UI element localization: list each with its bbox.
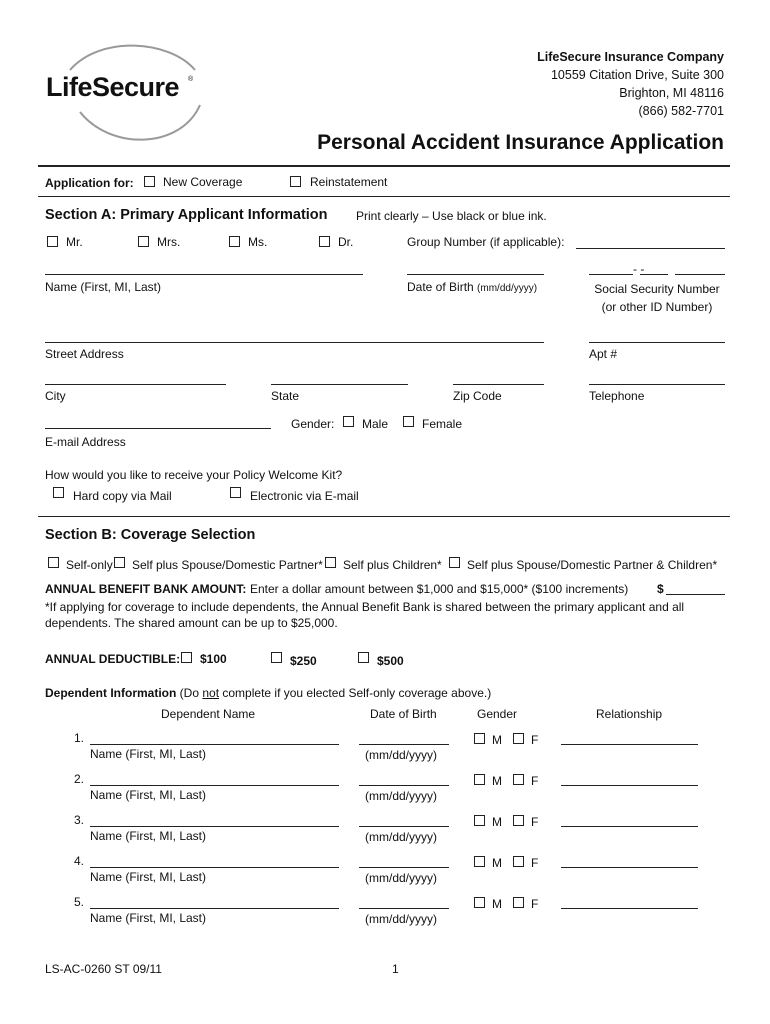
dependent-male-label: M [492,897,502,911]
group-number-field[interactable] [576,248,725,249]
ssn-label [589,280,725,316]
state-label: State [271,389,300,403]
reinstatement-label: Reinstatement [310,175,388,189]
dependent-dob-field[interactable] [359,908,449,909]
section-a-heading: Section A: Primary Applicant Information [45,207,328,223]
coverage-self-only-label: Self-only [66,558,113,572]
dependent-dob-field[interactable] [359,867,449,868]
gender-male-label: Male [362,417,389,431]
company-address [537,48,724,120]
dependent-male-checkbox[interactable] [474,856,485,867]
dob-field[interactable] [407,274,544,275]
dependent-name-field[interactable] [90,867,339,868]
apt-label: Apt # [589,347,618,361]
divider [38,516,730,517]
dependent-number: 1. [74,731,85,745]
logo-text: LifeSecure [46,72,180,102]
dependent-male-checkbox[interactable] [474,897,485,908]
ssn-separators: - - [633,262,645,276]
dependent-male-checkbox[interactable] [474,774,485,785]
street-address-field[interactable] [45,342,544,343]
dependents-heading-pre: (Do [176,686,203,700]
deductible-label: ANNUAL DEDUCTIBLE: [45,652,181,666]
page-number: 1 [392,962,399,976]
dependent-relationship-field[interactable] [561,785,698,786]
apt-field[interactable] [589,342,725,343]
ssn-label-line1: Social Security Number [594,282,720,296]
coverage-spouse-label: Self plus Spouse/Domestic Partner* [132,558,323,572]
company-street: 10559 Citation Drive, Suite 300 [550,68,724,82]
dob-label-text: Date of Birth [407,280,474,294]
deductible-100-label: $100 [200,652,227,666]
zip-label: Zip Code [453,389,502,403]
title-rule [38,165,730,167]
dependent-dob-label: (mm/dd/yyyy) [365,748,437,762]
street-address-label: Street Address [45,347,124,361]
dependents-heading-post: complete if you elected Self-only coverage above.) [219,686,492,700]
coverage-spouse-checkbox[interactable] [114,557,125,568]
ssn-field-1[interactable] [589,274,633,275]
dependents-heading [45,686,491,700]
section-a-instruction: Print clearly – Use black or blue ink. [356,209,547,223]
name-label: Name (First, MI, Last) [45,280,162,294]
benefit-bank-label: ANNUAL BENEFIT BANK AMOUNT: [45,582,247,596]
reinstatement-checkbox[interactable] [290,176,301,187]
dependent-female-label: F [531,774,539,788]
dependent-female-checkbox[interactable] [513,815,524,826]
deductible-250-checkbox[interactable] [271,652,282,663]
city-field[interactable] [45,384,226,385]
dependent-female-label: F [531,897,539,911]
dob-label [407,280,537,294]
dependent-name-label: Name (First, MI, Last) [90,747,207,761]
dependents-heading-not: not [202,686,220,700]
coverage-children-label: Self plus Children* [343,558,442,572]
form-code: LS-AC-0260 ST 09/11 [45,962,162,976]
dependent-name-field[interactable] [90,785,339,786]
dependents-note-line2: dependents. The shared amount can be up to $25,000. [45,616,338,630]
benefit-bank-dollar: $ [657,582,664,596]
application-for-label: Application for: [45,176,134,190]
email-label: E-mail Address [45,435,126,449]
dob-format: (mm/dd/yyyy) [477,283,538,294]
hard-copy-checkbox[interactable] [53,487,64,498]
dependents-note-line1: *If applying for coverage to include dependents, the Annual Benefit Bank is shared between the primary applicant and all [45,600,685,614]
dependent-name-label: Name (First, MI, Last) [90,829,207,843]
section-b-heading: Section B: Coverage Selection [45,527,256,543]
col-date-of-birth: Date of Birth [370,707,437,721]
company-city: Brighton, MI 48116 [619,86,724,100]
gender-female-label: Female [422,417,463,431]
dependent-male-label: M [492,856,502,870]
dependent-male-checkbox[interactable] [474,815,485,826]
title-mr-label: Mr. [66,235,83,249]
dependent-relationship-field[interactable] [561,744,698,745]
company-phone: (866) 582-7701 [638,104,724,118]
dependent-dob-label: (mm/dd/yyyy) [365,789,437,803]
title-dr-label: Dr. [338,235,354,249]
dependent-name-field[interactable] [90,826,339,827]
dependent-female-label: F [531,815,539,829]
col-dependent-name: Dependent Name [161,707,256,721]
telephone-label: Telephone [589,389,645,403]
dependent-relationship-field[interactable] [561,908,698,909]
dependent-relationship-field[interactable] [561,826,698,827]
deductible-500-checkbox[interactable] [358,652,369,663]
name-field[interactable] [45,274,363,275]
dependent-relationship-field[interactable] [561,867,698,868]
company-name: LifeSecure Insurance Company [537,50,724,64]
new-coverage-label: New Coverage [163,175,243,189]
col-relationship: Relationship [596,707,663,721]
benefit-bank-amount-field[interactable] [666,594,725,595]
title-mrs-label: Mrs. [157,235,181,249]
title-ms-label: Ms. [248,235,268,249]
dependent-female-label: F [531,733,539,747]
coverage-family-checkbox[interactable] [449,557,460,568]
dependent-male-checkbox[interactable] [474,733,485,744]
new-coverage-checkbox[interactable] [144,176,155,187]
divider [38,196,730,197]
city-label: City [45,389,66,403]
ssn-field-3[interactable] [675,274,725,275]
welcome-kit-question: How would you like to receive your Policy Welcome Kit? [45,468,343,482]
dependent-dob-field[interactable] [359,744,449,745]
electronic-checkbox[interactable] [230,487,241,498]
email-field[interactable] [45,428,271,429]
deductible-500-label: $500 [377,654,404,668]
benefit-bank-text: Enter a dollar amount between $1,000 and $15,000* ($100 increments) [250,582,629,596]
dependent-female-checkbox[interactable] [513,733,524,744]
dependent-dob-field[interactable] [359,785,449,786]
group-number-label: Group Number (if applicable): [407,235,565,249]
gender-label: Gender: [291,417,335,431]
dependent-name-field[interactable] [90,908,339,909]
dependent-female-checkbox[interactable] [513,856,524,867]
dependent-name-label: Name (First, MI, Last) [90,870,207,884]
dependents-heading-bold: Dependent Information [45,686,177,700]
dependent-female-checkbox[interactable] [513,774,524,785]
coverage-children-checkbox[interactable] [325,557,336,568]
dependent-number: 3. [74,813,85,827]
electronic-label: Electronic via E-mail [250,489,359,503]
dependent-number: 2. [74,772,85,786]
hard-copy-label: Hard copy via Mail [73,489,172,503]
dependent-number: 5. [74,895,85,909]
registered-mark: ® [188,76,194,83]
telephone-field[interactable] [589,384,725,385]
dependent-dob-label: (mm/dd/yyyy) [365,912,437,926]
title-mr-checkbox[interactable] [47,236,58,247]
dependent-name-label: Name (First, MI, Last) [90,911,207,925]
deductible-250-label: $250 [290,654,317,668]
dependent-dob-label: (mm/dd/yyyy) [365,871,437,885]
page-title: Personal Accident Insurance Application [317,131,724,154]
state-field[interactable] [271,384,408,385]
col-gender: Gender [477,707,518,721]
zip-field[interactable] [453,384,544,385]
dependent-female-label: F [531,856,539,870]
dependent-male-label: M [492,815,502,829]
dependent-male-label: M [492,774,502,788]
dependent-name-label: Name (First, MI, Last) [90,788,207,802]
dependent-dob-label: (mm/dd/yyyy) [365,830,437,844]
dependent-male-label: M [492,733,502,747]
ssn-label-line2: (or other ID Number) [601,300,713,314]
title-dr-checkbox[interactable] [319,236,330,247]
deductible-100-checkbox[interactable] [181,652,192,663]
coverage-family-label: Self plus Spouse/Domestic Partner & Children* [467,558,718,572]
coverage-self-only-checkbox[interactable] [48,557,59,568]
dependent-female-checkbox[interactable] [513,897,524,908]
dependent-dob-field[interactable] [359,826,449,827]
title-ms-checkbox[interactable] [229,236,240,247]
dependent-name-field[interactable] [90,744,339,745]
gender-female-checkbox[interactable] [403,416,414,427]
dependent-number: 4. [74,854,85,868]
title-mrs-checkbox[interactable] [138,236,149,247]
gender-male-checkbox[interactable] [343,416,354,427]
